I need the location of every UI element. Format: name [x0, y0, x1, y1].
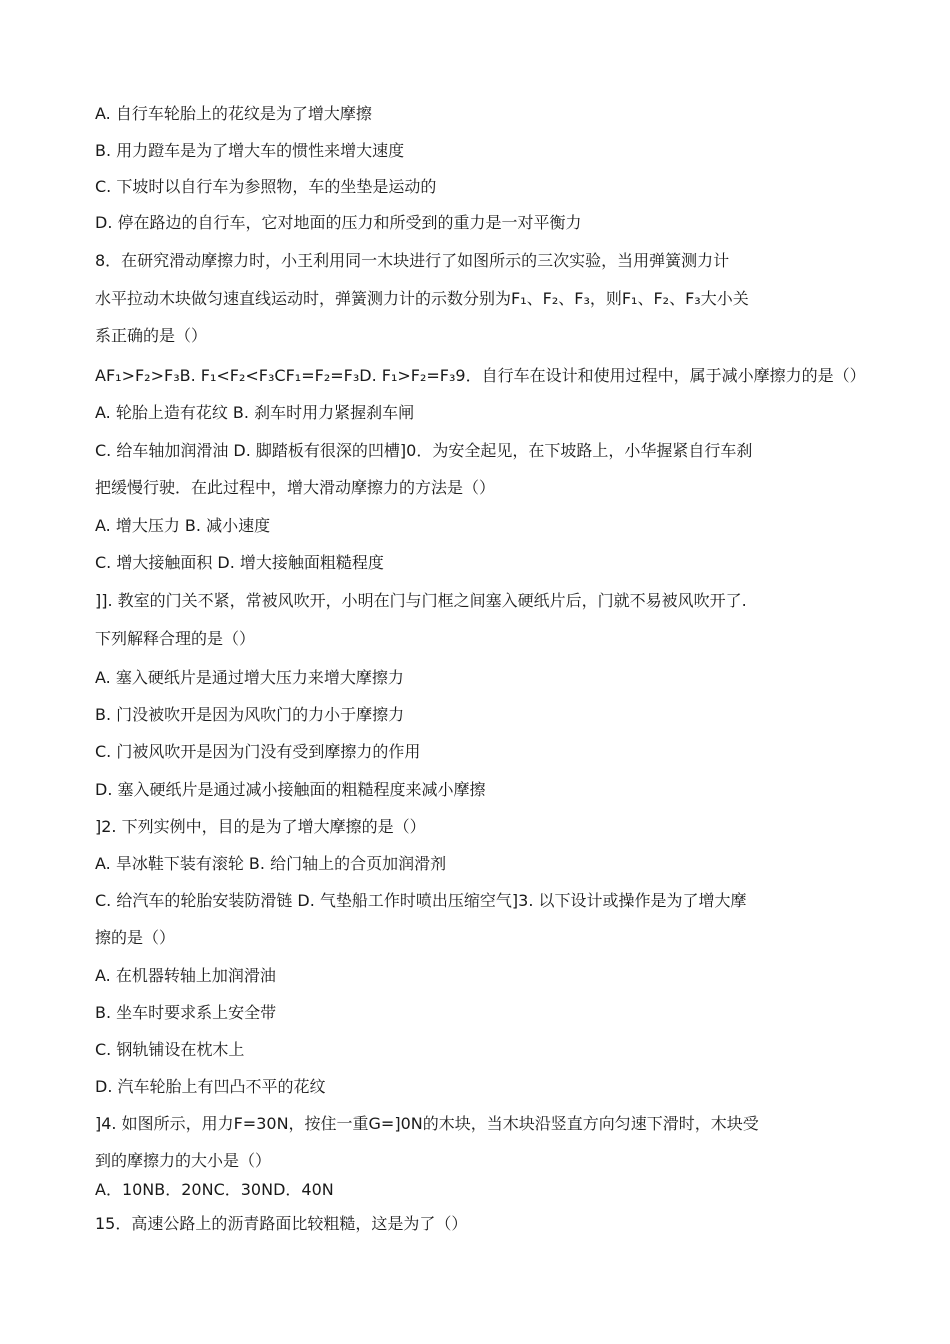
text-line: 15．高速公路上的沥青路面比较粗糙，这是为了（） [95, 1214, 468, 1233]
text-line: C. 下坡时以自行车为参照物，车的坐垫是运动的 [95, 177, 437, 196]
text-line: ]]. 教室的门关不紧，常被风吹开，小明在门与门框之间塞入硬纸片后，门就不易被风吹开了. [95, 591, 747, 610]
text-line: 擦的是（） [95, 928, 176, 947]
text-line: A. 轮胎上造有花纹 B. 刹车时用力紧握刹车闸 [95, 403, 415, 422]
text-line: A. 增大压力 B. 减小速度 [95, 516, 271, 535]
text-line: A. 在机器转轴上加润滑油 [95, 966, 276, 985]
text-line: B. 坐车时要求系上安全带 [95, 1003, 277, 1022]
text-line: AF₁>F₂>F₃B. F₁<F₂<F₃CF₁=F₂=F₃D. F₁>F₂=F₃9．自行车在设计和使用过程中，属于减小摩擦力的是（） [95, 366, 866, 385]
text-line: C. 给车轴加润滑油 D. 脚踏板有很深的凹槽]0．为安全起见，在下坡路上，小华握紧自行车刹 [95, 441, 753, 460]
text-line: 系正确的是（） [95, 326, 208, 345]
text-line: 把缓慢行驶．在此过程中，增大滑动摩擦力的方法是（） [95, 478, 496, 497]
text-line: A. 旱冰鞋下装有滚轮 B. 给门轴上的合页加润滑剂 [95, 854, 447, 873]
text-line: ]4. 如图所示，用力F=30N，按住一重G=]0N的木块，当木块沿竖直方向匀速下滑时，木块受 [95, 1114, 759, 1133]
text-line: A. 自行车轮胎上的花纹是为了增大摩擦 [95, 104, 372, 123]
text-line: D. 停在路边的自行车，它对地面的压力和所受到的重力是一对平衡力 [95, 213, 582, 232]
text-line: 8．在研究滑动摩擦力时，小王利用同一木块进行了如图所示的三次实验，当用弹簧测力计 [95, 251, 730, 270]
text-line: B. 门没被吹开是因为风吹门的力小于摩擦力 [95, 705, 405, 724]
text-line: 水平拉动木块做匀速直线运动时，弹簧测力计的示数分别为F₁、F₂、F₃，则F₁、F₂、F₃大小关 [95, 289, 749, 308]
text-line: C. 钢轨铺设在枕木上 [95, 1040, 245, 1059]
text-line: D. 塞入硬纸片是通过减小接触面的粗糙程度来减小摩擦 [95, 780, 486, 799]
text-line: C. 给汽车的轮胎安装防滑链 D. 气垫船工作时喷出压缩空气]3. 以下设计或操作是为了增大摩 [95, 891, 747, 910]
text-line: C. 门被风吹开是因为门没有受到摩擦力的作用 [95, 742, 421, 761]
text-line: A．10NB．20NC．30ND．40N [95, 1180, 334, 1199]
text-line: 到的摩擦力的大小是（） [95, 1151, 272, 1170]
text-line: C. 增大接触面积 D. 增大接触面粗糙程度 [95, 553, 384, 572]
text-line: A. 塞入硬纸片是通过增大压力来增大摩擦力 [95, 668, 404, 687]
text-line: D. 汽车轮胎上有凹凸不平的花纹 [95, 1077, 326, 1096]
text-line: 下列解释合理的是（） [95, 629, 256, 648]
text-line: ]2. 下列实例中，目的是为了增大摩擦的是（） [95, 817, 426, 836]
text-line: B. 用力蹬车是为了增大车的惯性来增大速度 [95, 141, 405, 160]
